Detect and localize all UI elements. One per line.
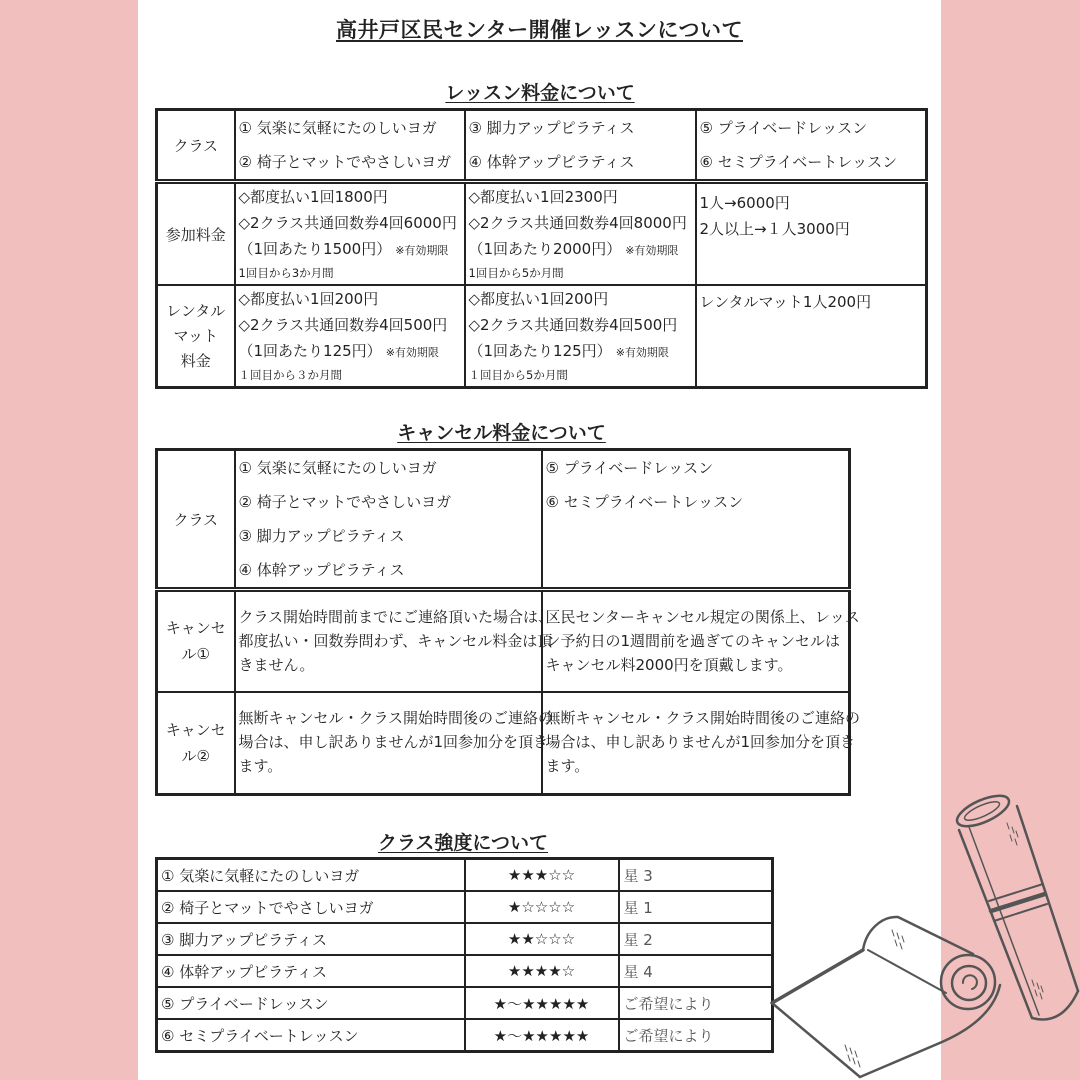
intensity-heading: クラス強度について (377, 832, 549, 854)
policy-line: ます。 (238, 756, 283, 775)
policy-line: ます。 (545, 756, 590, 775)
validity-note: ※有効期限 (395, 244, 449, 257)
intensity-row (157, 859, 773, 892)
fee-cell (696, 182, 927, 286)
class-name: ② 椅子とマットでやさしいヨガ (238, 493, 452, 511)
cancel1-label (157, 590, 235, 692)
cancel2-row (157, 692, 850, 795)
class-label: クラス (157, 450, 235, 590)
private-rental-price: レンタルマット1人200円 (699, 293, 872, 311)
single-price: ◇都度払い1回1800円 (238, 188, 388, 206)
per-lesson-text: （1回あたり125円） (468, 342, 612, 360)
class-name: ⑤ プライベードレッスン (545, 459, 714, 477)
class-cell (235, 110, 465, 182)
policy-line: 場合は、申し訳ありませんが1回参加分を頂き (545, 732, 856, 751)
cancel-policy-cell (235, 590, 554, 692)
cancel2-label (157, 692, 235, 795)
rental-label-line: レンタル (166, 301, 226, 320)
fee-label: 参加料金 (157, 182, 235, 286)
star-rating: ★～★★★★★ (465, 1019, 619, 1052)
class-name: ① 気楽に気軽にたのしいヨガ (238, 459, 437, 477)
ticket-price: ◇2クラス共通回数券4回6000円 (238, 214, 457, 232)
class-name: ⑥ セミプライベートレッスン (699, 153, 898, 171)
per-lesson-text: （1回あたり2000円） (468, 240, 622, 258)
lesson-fees-heading: レッスン料金について (445, 82, 635, 104)
class-name: ④ 体幹アップピラティス (468, 153, 635, 171)
cancel-fees-table (155, 448, 861, 796)
star-rating: ★～★★★★★ (465, 987, 619, 1019)
class-name: ③ 脚力アップピラティス (157, 923, 465, 955)
rental-row (157, 285, 927, 388)
fee-cell (465, 182, 696, 286)
class-name: ⑥ セミプライベートレッスン (545, 493, 744, 511)
page-title: 高井戸区民センター開催レッスンについて (335, 18, 744, 42)
class-name: ⑤ プライベードレッスン (157, 987, 465, 1019)
validity-note: ※有効期限 (385, 346, 439, 359)
lesson-fees-table (155, 108, 928, 389)
rental-cell (465, 285, 696, 388)
cancel-label-line: ル② (181, 746, 210, 765)
fee-cell (235, 182, 465, 286)
policy-line: 無断キャンセル・クラス開始時間後のご連絡の (545, 708, 861, 727)
validity-note: ※有効期限 (625, 244, 679, 257)
intensity-row (157, 987, 773, 1019)
validity-period: 1回目から5か月間 (468, 266, 564, 280)
class-row (157, 110, 927, 182)
intensity-row (157, 955, 773, 987)
class-name: ② 椅子とマットでやさしいヨガ (157, 891, 465, 923)
class-cell (465, 110, 696, 182)
class-cell (542, 450, 850, 590)
cancel-label-line: キャンセ (165, 619, 226, 638)
validity-period: １回目から３か月間 (238, 368, 342, 382)
private-price: 1人→6000円 (699, 194, 790, 212)
class-name: ④ 体幹アップピラティス (238, 561, 405, 579)
per-lesson-price (239, 338, 461, 364)
policy-line: 場合は、申し訳ありませんが1回参加分を頂き (238, 732, 549, 751)
class-name: ① 気楽に気軽にたのしいヨガ (238, 119, 437, 137)
rating-label: ご希望により (619, 1019, 773, 1052)
class-name: ① 気楽に気軽にたのしいヨガ (157, 859, 465, 892)
validity-period: 1回目から3か月間 (238, 266, 334, 280)
rating-label: 星 3 (619, 859, 773, 892)
rating-label: 星 4 (619, 955, 773, 987)
rolled-mat-icon (953, 790, 1078, 1020)
private-price: 2人以上→１人3000円 (699, 220, 850, 238)
class-label: クラス (157, 110, 235, 182)
rating-label: ご希望により (619, 987, 773, 1019)
fee-row (157, 182, 927, 286)
yoga-mat-icon (760, 780, 1080, 1080)
class-name: ⑥ セミプライベートレッスン (157, 1019, 465, 1052)
class-name: ② 椅子とマットでやさしいヨガ (238, 153, 452, 171)
cancel-label-line: キャンセ (165, 720, 226, 739)
rental-cell (235, 285, 465, 388)
validity-note: ※有効期限 (615, 346, 669, 359)
class-row (157, 450, 850, 590)
cancel-policy-cell (542, 590, 860, 692)
rating-label: 星 2 (619, 923, 773, 955)
class-name: ③ 脚力アップピラティス (468, 119, 635, 137)
validity-period: １回目から5か月間 (468, 368, 568, 382)
rating-label: 星 1 (619, 891, 773, 923)
cancel-policy-cell (235, 692, 554, 795)
per-lesson-price (469, 236, 692, 262)
cancel1-row (157, 590, 850, 692)
per-lesson-price (469, 338, 692, 364)
unrolled-mat-icon (772, 917, 1000, 1077)
rental-label-line: マット (173, 326, 218, 345)
class-name: ⑤ プライベードレッスン (699, 119, 868, 137)
intensity-row (157, 923, 773, 955)
policy-line: 区民センターキャンセル規定の関係上、レッス (545, 608, 860, 626)
rental-label-line: 料金 (180, 351, 211, 370)
policy-line: 都度払い・回数券問わず、キャンセル料金は頂 (238, 632, 553, 650)
ticket-price: ◇2クラス共通回数券4回500円 (468, 316, 678, 334)
cancel-label-line: ル① (181, 645, 210, 664)
class-name: ③ 脚力アップピラティス (238, 527, 405, 545)
policy-line: キャンセル料2000円を頂戴します。 (545, 656, 793, 674)
policy-line: きません。 (238, 656, 315, 674)
class-name: ④ 体幹アップピラティス (157, 955, 465, 987)
intensity-table (155, 857, 774, 1053)
single-price: ◇都度払い1回200円 (238, 290, 379, 308)
ticket-price: ◇2クラス共通回数券4回8000円 (468, 214, 687, 232)
rental-cell (696, 285, 927, 388)
single-price: ◇都度払い1回200円 (468, 290, 609, 308)
policy-line: 無断キャンセル・クラス開始時間後のご連絡の (238, 708, 554, 727)
star-rating: ★★★☆☆ (465, 859, 619, 892)
star-rating: ★★★★☆ (465, 955, 619, 987)
cancel-fees-heading: キャンセル料金について (397, 422, 606, 444)
policy-line: クラス開始時間前までにご連絡頂いた場合は、 (238, 608, 554, 626)
class-cell (696, 110, 927, 182)
policy-line: ン予約日の1週間前を過ぎてのキャンセルは (545, 632, 841, 650)
rental-label (157, 285, 235, 388)
ticket-price: ◇2クラス共通回数券4回500円 (238, 316, 448, 334)
per-lesson-price (239, 236, 461, 262)
class-cell (235, 450, 542, 590)
per-lesson-text: （1回あたり1500円） (238, 240, 392, 258)
single-price: ◇都度払い1回2300円 (468, 188, 618, 206)
star-rating: ★★☆☆☆ (465, 923, 619, 955)
intensity-row (157, 891, 773, 923)
per-lesson-text: （1回あたり125円） (238, 342, 382, 360)
star-rating: ★☆☆☆☆ (465, 891, 619, 923)
intensity-row (157, 1019, 773, 1052)
